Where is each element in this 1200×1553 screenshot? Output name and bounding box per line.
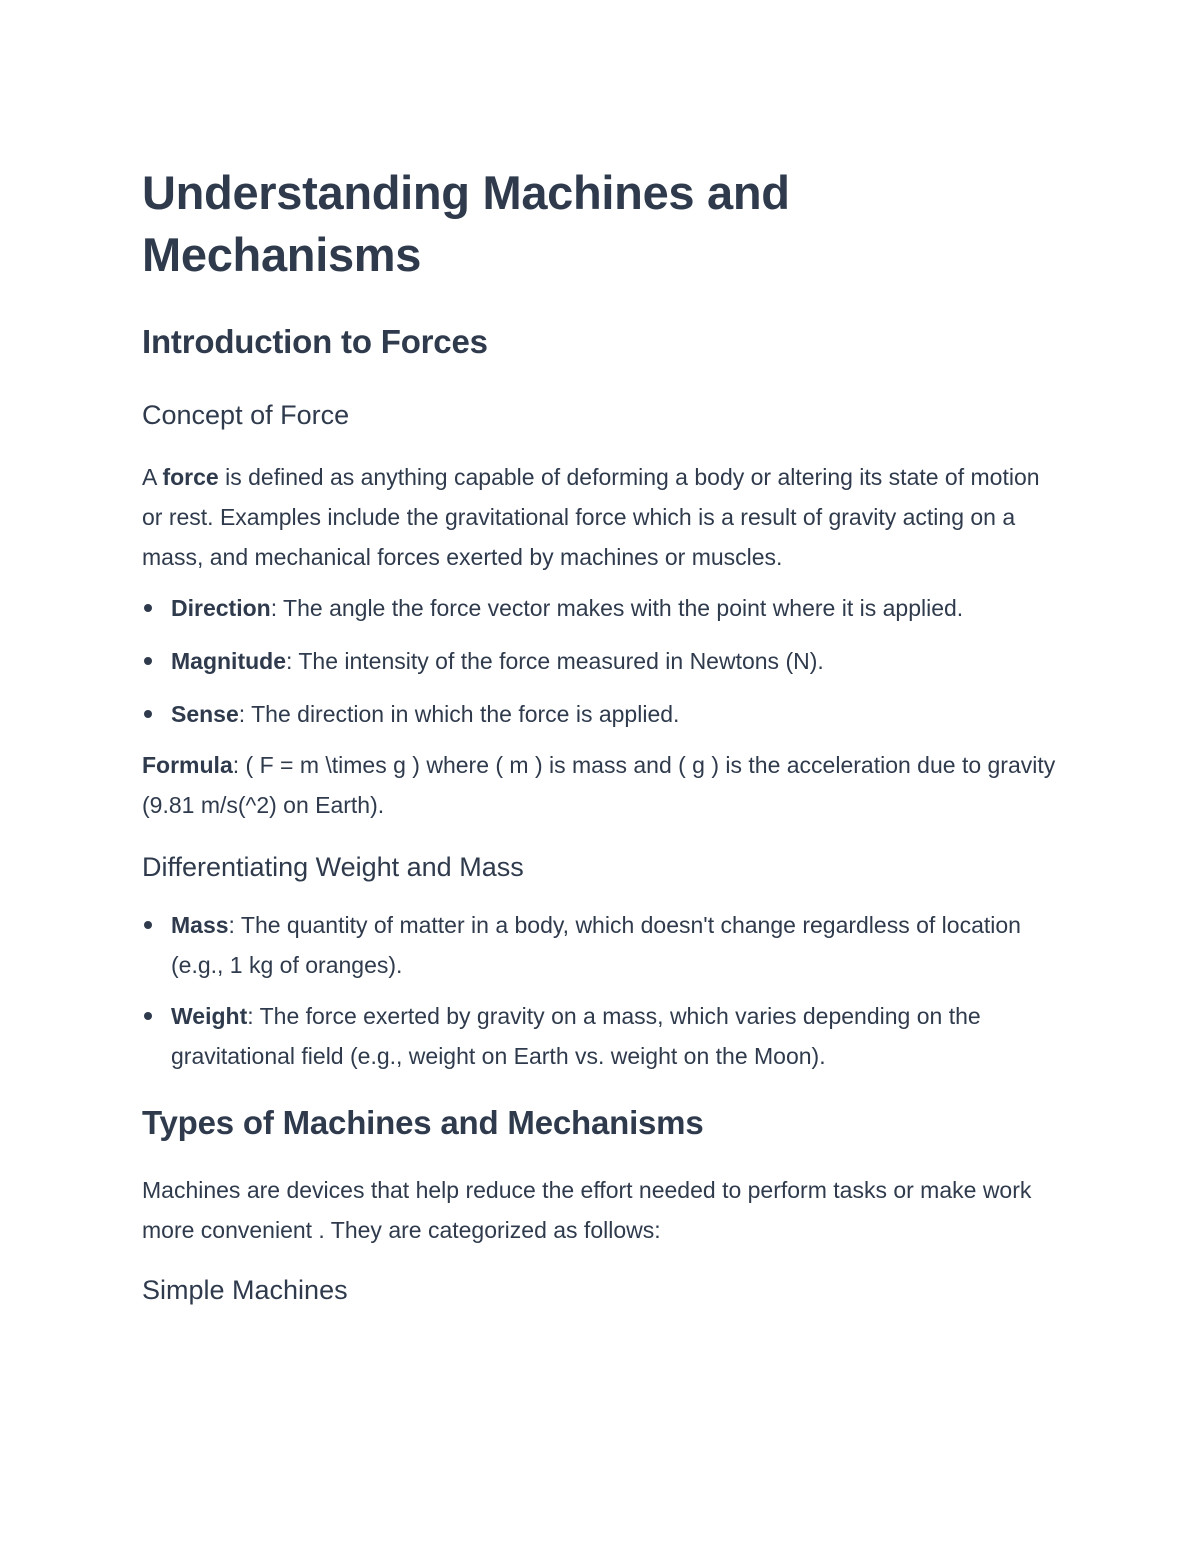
formula-text: : ( F = m \times g ) where ( m ) is mass and ( g ) is the acceleration due to gravity (9.81 m/s(^2) on Earth). xyxy=(142,752,1056,818)
force-definition-paragraph xyxy=(142,457,1062,577)
list-term: Sense xyxy=(171,701,239,727)
formula-paragraph xyxy=(142,745,1062,825)
section-heading-types: Types of Machines and Mechanisms xyxy=(142,1104,704,1141)
text-run: A xyxy=(142,464,163,490)
document-title: Understanding Machines and Mechanisms xyxy=(142,166,790,281)
text-run: is defined as anything capable of deforming a body or altering its state of motion or rest. Examples include the gravitational force which is a result of gravity acting on a mass, and mechanical forces exerted by machines or muscles. xyxy=(142,464,1040,570)
list-term: Mass xyxy=(171,912,229,938)
section-heading-forces: Introduction to Forces xyxy=(142,323,488,360)
list-item-magnitude xyxy=(142,641,1062,681)
weight-mass-list xyxy=(142,905,1062,1076)
list-item-direction xyxy=(142,588,1062,628)
list-term: Weight xyxy=(171,1003,248,1029)
subsection-heading-concept: Concept of Force xyxy=(142,400,350,430)
machines-paragraph: Machines are devices that help reduce the effort needed to perform tasks or make work more convenient . They are categorized as follows: xyxy=(142,1177,1032,1243)
force-term: force xyxy=(162,464,219,490)
list-desc: : The direction in which the force is applied. xyxy=(238,701,680,727)
list-item-mass xyxy=(142,905,1062,985)
document-page xyxy=(142,162,1062,1307)
list-desc: : The intensity of the force measured in Newtons (N). xyxy=(286,648,824,674)
list-desc: : The angle the force vector makes with the point where it is applied. xyxy=(270,595,964,621)
list-item-sense xyxy=(142,694,1062,734)
force-properties-list xyxy=(142,588,1062,734)
list-desc: : The quantity of matter in a body, which doesn't change regardless of location (e.g., 1 kg of oranges). xyxy=(171,912,1021,978)
subsection-heading-weight-mass: Differentiating Weight and Mass xyxy=(142,852,524,882)
subsection-heading-simple-machines: Simple Machines xyxy=(142,1275,348,1305)
list-term: Direction xyxy=(171,595,271,621)
list-item-weight xyxy=(142,996,1062,1076)
formula-label: Formula xyxy=(142,752,233,778)
list-desc: : The force exerted by gravity on a mass, which varies depending on the gravitational field (e.g., weight on Earth vs. weight on the Moon). xyxy=(171,1003,981,1069)
list-term: Magnitude xyxy=(171,648,286,674)
